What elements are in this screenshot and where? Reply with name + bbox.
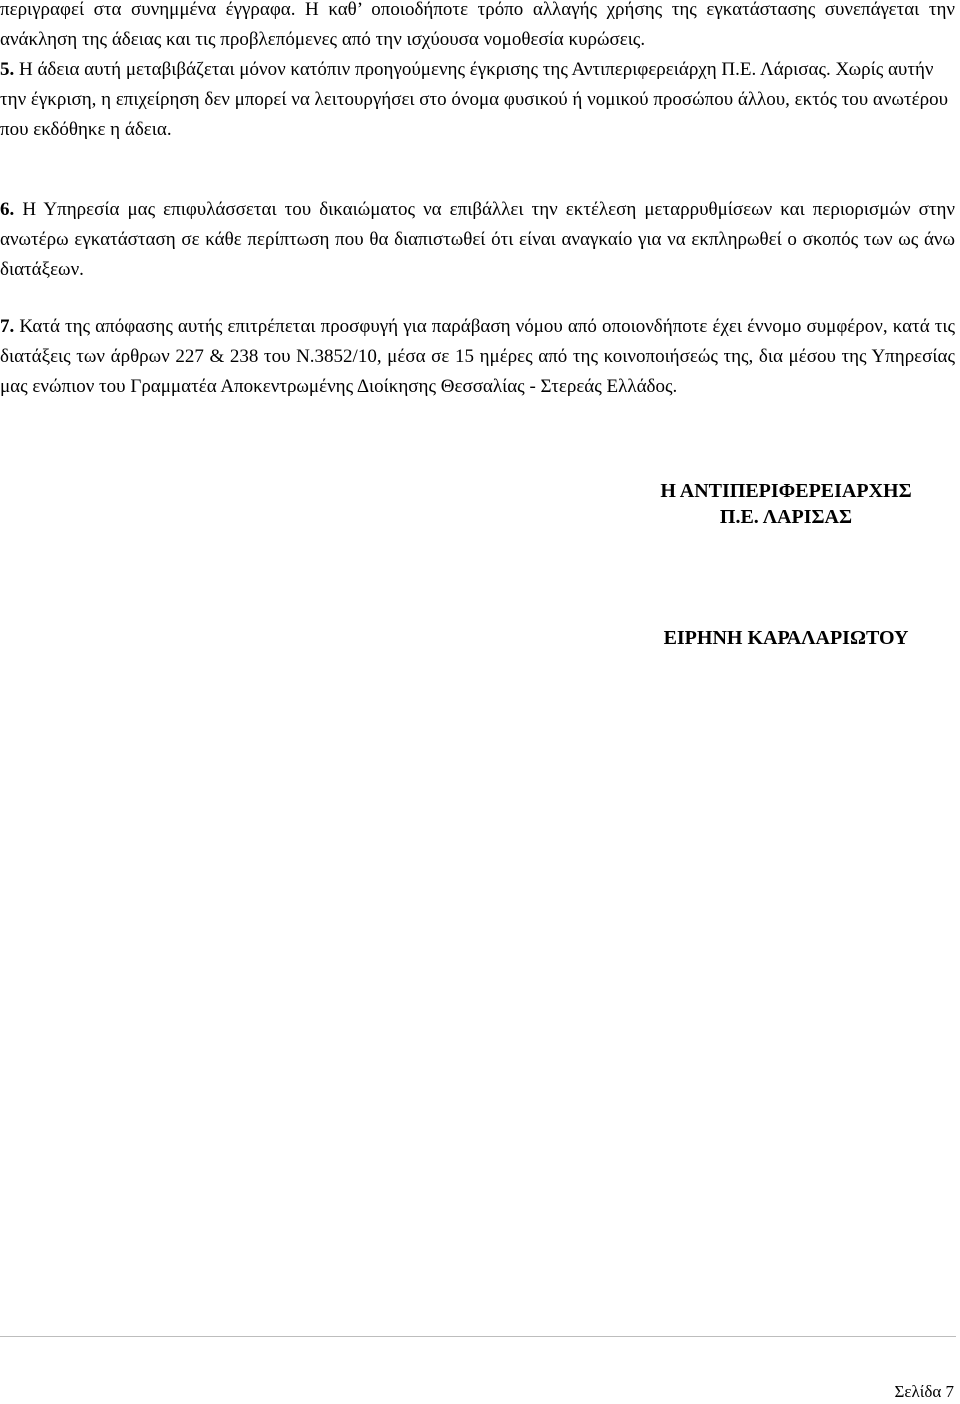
- signatory-name: ΕΙΡΗΝΗ ΚΑΡΑΛΑΡΙΩΤΟΥ: [663, 627, 909, 649]
- signatory-title: Η ΑΝΤΙΠΕΡΙΦΕΡΕΙΑΡΧΗΣ: [660, 480, 912, 502]
- clause-5-number: 5.: [0, 59, 15, 80]
- clause-7-paragraph: [0, 312, 955, 402]
- signatory-unit: Π.Ε. ΛΑΡΙΣΑΣ: [719, 506, 853, 528]
- clause-6-number: 6.: [0, 199, 15, 220]
- clause-6-paragraph: [0, 195, 955, 285]
- clause-5-text: Η άδεια αυτή μεταβιβάζεται μόνον κατόπιν προηγούμενης έγκρισης της Αντιπεριφερειάρχη Π.Ε. Λάρισας. Χωρίς αυτήν την έγκριση, η επιχείρηση δεν μπορεί να λειτουργήσει στο όνομα φυσικού ή νομικού προσώπου άλλου, εκτός του ανωτέρου που εκδόθηκε η άδεια.: [0, 59, 948, 140]
- intro-paragraph: [0, 0, 955, 55]
- footer-divider: [0, 1336, 956, 1337]
- page-number: Σελίδα 7: [894, 1382, 954, 1401]
- clause-7-number: 7.: [0, 316, 15, 337]
- intro-text: περιγραφεί στα συνημμένα έγγραφα. Η καθ’ οποιοδήποτε τρόπο αλλαγής χρήσης της εγκατάστασης συνεπάγεται την ανάκληση της άδειας και τις προβλεπόμενες από την ισχύουσα νομοθεσία κυρώσεις.: [0, 0, 955, 50]
- clause-7-text: Κατά της απόφασης αυτής επιτρέπεται προσφυγή για παράβαση νόμου από οποιονδήποτε έχει έννομο συμφέρον, κατά τις διατάξεις των άρθρων 227 & 238 του Ν.3852/10, μέσα σε 15 ημέρες από της κοινοποιήσεώς της, δια μέσου της Υπηρεσίας μας ενώπιον του Γραμματέα Αποκεντρωμένης Διοίκησης Θεσσαλίας - Στερεάς Ελλάδος.: [0, 316, 956, 397]
- clause-6-text: Η Υπηρεσία μας επιφυλάσσεται του δικαιώματος να επιβάλλει την εκτέλεση μεταρρυθμίσεων και περιορισμών στην ανωτέρω εγκατάσταση σε κάθε περίπτωση που θα διαπιστωθεί ότι είναι αναγκαίο για να εκπληρωθεί ο σκοπός των ως άνω διατάξεων.: [0, 199, 956, 280]
- clause-5-paragraph: [0, 55, 955, 145]
